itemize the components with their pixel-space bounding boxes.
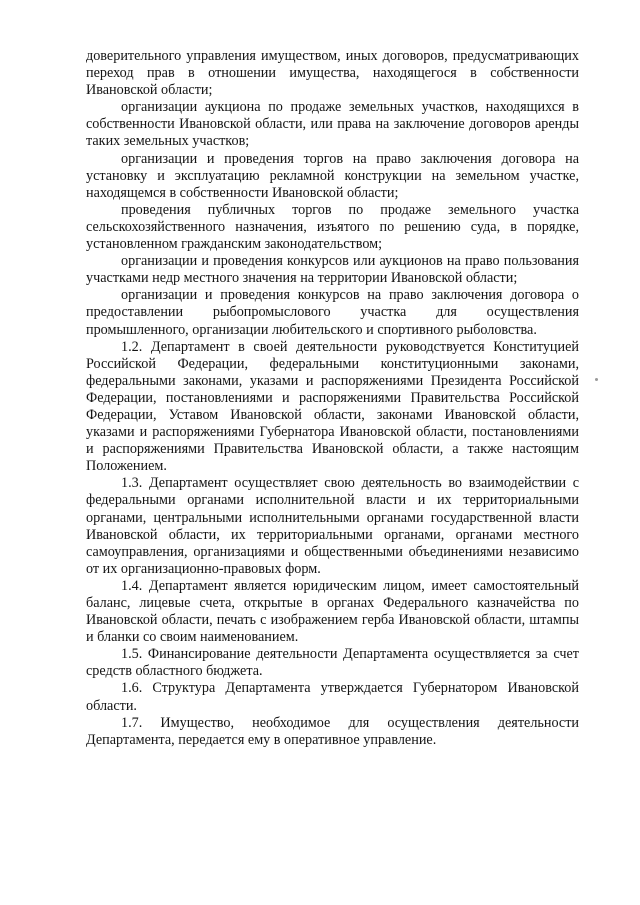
paragraph-advertising-tenders: организации и проведения торгов на право заключения договора на установку и эксплуатацию рекламной конструкции на земельном участке, находящемся в собственности Ивановской области; [86, 150, 579, 201]
paragraph-land-auction: организации аукциона по продаже земельных участков, находящихся в собственности Ивановской области, или права на заключение договоров аренды таких земельных участков; [86, 99, 579, 150]
paragraph-subsoil-tenders: организации и проведения конкурсов или аукционов на право пользования участками недр местного значения на территории Ивановской области; [86, 253, 579, 287]
paragraph-1-4-legal-entity: 1.4. Департамент является юридическим лицом, имеет самостоятельный баланс, лицевые счета, открытые в органах Федерального казначейства по Ивановской области, печать с изображением герба Ивановской области, штампы и бланки со своим наименованием. [86, 577, 579, 646]
paragraph-1-5-financing: 1.5. Финансирование деятельности Департамента осуществляется за счет средств областного бюджета. [86, 646, 579, 680]
paragraph-1-6-structure: 1.6. Структура Департамента утверждается Губернатором Ивановской области. [86, 680, 579, 714]
paragraph-public-bidding: проведения публичных торгов по продаже земельного участка сельскохозяйственного назначения, изъятого по решению суда, в порядке, установленном гражданским законодательством; [86, 201, 579, 253]
paragraph-1-3-interaction: 1.3. Департамент осуществляет свою деятельность во взаимодействии с федеральными органами исполнительной власти и их территориальными органами, центральными исполнительными органами государственной власти Ивановской области, их территориальными органами, органами местного самоуправления, организациями и общественными объединениями независимо от их организационно-правовых форм. [86, 475, 579, 577]
paragraph-1-7-property: 1.7. Имущество, необходимое для осуществления деятельности Департамента, передается ему в оперативное управление. [86, 714, 579, 748]
scan-speck [595, 378, 598, 381]
paragraph-fishing-tenders: организации и проведения конкурсов на право заключения договора о предоставлении рыбопромыслового участка для осуществления промышленного, организации любительского и спортивного рыболовства. [86, 287, 579, 338]
paragraph-trust-management: доверительного управления имуществом, иных договоров, предусматривающих переход прав в отношении имущества, находящегося в собственности Ивановской области; [86, 48, 579, 99]
paragraph-1-2-legal-basis: 1.2. Департамент в своей деятельности руководствуется Конституцией Российской Федерации, федеральными конституционными законами, федеральными законами, указами и распоряжениями Президента Российской Федерации, постановлениями и распоряжениями Правительства Российской Федерации, Уставом Ивановской области, законами Ивановской области, указами и распоряжениями Губернатора Ивановской области, постановлениями и распоряжениями Правительства Ивановской области, а также настоящим Положением. [86, 338, 579, 475]
document-page [86, 48, 579, 749]
